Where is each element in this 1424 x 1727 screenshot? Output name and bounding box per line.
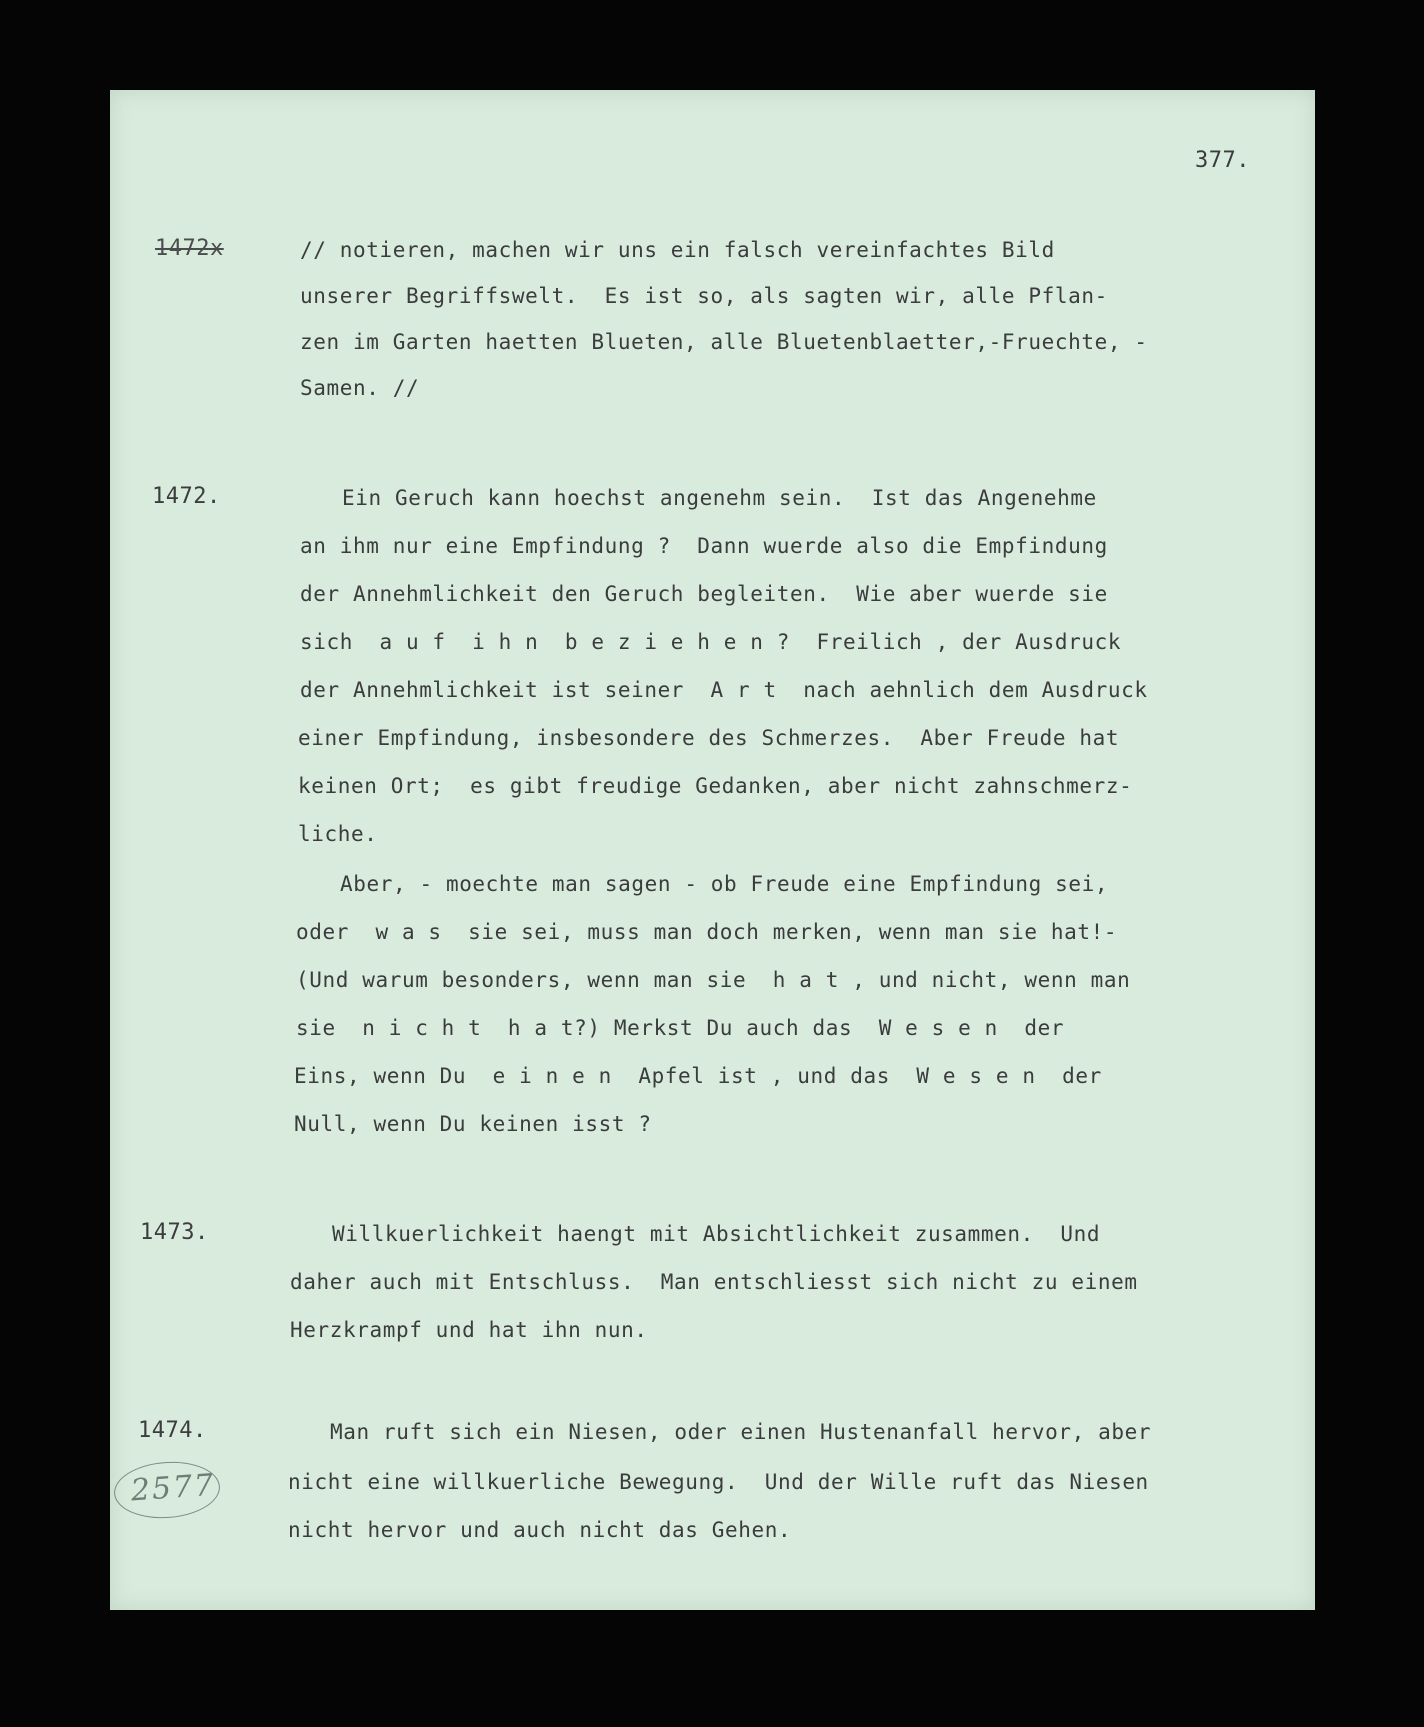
archive-mark-number: 2577 xyxy=(129,1467,217,1509)
text-line: // notieren, machen wir uns ein falsch vereinfachtes Bild xyxy=(300,238,1055,262)
text-line: nicht hervor und auch nicht das Gehen. xyxy=(288,1518,792,1542)
text-line: zen im Garten haetten Blueten, alle Bluetenblaetter,-Fruechte, - xyxy=(300,330,1148,354)
text-line: unserer Begriffswelt. Es ist so, als sagten wir, alle Pflan- xyxy=(300,284,1108,308)
text-line: keinen Ort; es gibt freudige Gedanken, aber nicht zahnschmerz- xyxy=(298,774,1133,798)
text-line: oder w a s sie sei, muss man doch merken, wenn man sie hat!- xyxy=(296,920,1118,944)
typescript-page xyxy=(110,90,1315,1610)
paragraph-number: 1474. xyxy=(138,1418,207,1443)
archive-mark xyxy=(112,1458,222,1521)
text-line: an ihm nur eine Empfindung ? Dann wuerde also die Empfindung xyxy=(300,534,1108,558)
text-line: sich a u f i h n b e z i e h e n ? Freilich , der Ausdruck xyxy=(300,630,1122,654)
text-line: der Annehmlichkeit den Geruch begleiten. Wie aber wuerde sie xyxy=(300,582,1108,606)
text-line: Aber, - moechte man sagen - ob Freude eine Empfindung sei, xyxy=(340,872,1109,896)
paragraph-number: 1472. xyxy=(152,484,221,509)
paragraph-number: 1473. xyxy=(140,1220,209,1245)
paragraph-number-struck: 1472x xyxy=(155,236,224,261)
text-line: Null, wenn Du keinen isst ? xyxy=(294,1112,652,1136)
text-line: einer Empfindung, insbesondere des Schmerzes. Aber Freude hat xyxy=(298,726,1120,750)
text-line: Willkuerlichkeit haengt mit Absichtlichkeit zusammen. Und xyxy=(332,1222,1101,1246)
text-line: Man ruft sich ein Niesen, oder einen Hustenanfall hervor, aber xyxy=(330,1420,1152,1444)
text-line: der Annehmlichkeit ist seiner A r t nach aehnlich dem Ausdruck xyxy=(300,678,1148,702)
text-line: Herzkrampf und hat ihn nun. xyxy=(290,1318,648,1342)
text-line: Eins, wenn Du e i n e n Apfel ist , und das W e s e n der xyxy=(294,1064,1102,1088)
text-line: daher auch mit Entschluss. Man entschliesst sich nicht zu einem xyxy=(290,1270,1138,1294)
text-line: (Und warum besonders, wenn man sie h a t , und nicht, wenn man xyxy=(296,968,1131,992)
text-line: nicht eine willkuerliche Bewegung. Und der Wille ruft das Niesen xyxy=(288,1470,1149,1494)
text-line: sie n i c h t h a t?) Merkst Du auch das W e s e n der xyxy=(296,1016,1065,1040)
text-line: Ein Geruch kann hoechst angenehm sein. Ist das Angenehme xyxy=(342,486,1097,510)
text-line: liche. xyxy=(298,822,378,846)
text-line: Samen. // xyxy=(300,376,420,400)
page-number: 377. xyxy=(1195,148,1250,173)
